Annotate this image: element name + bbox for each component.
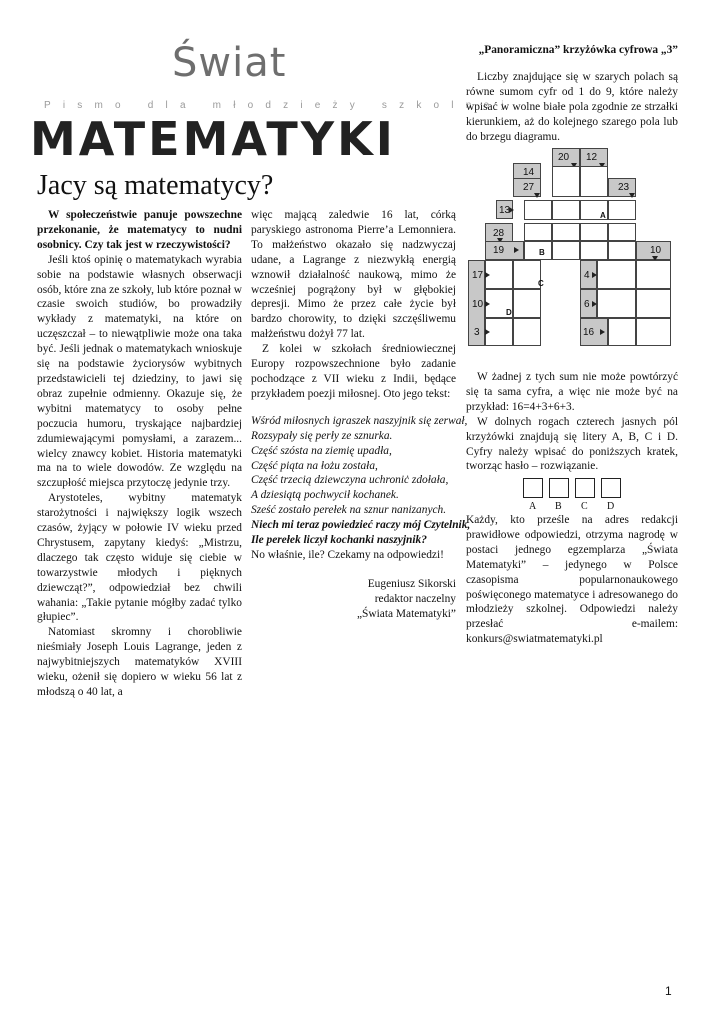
signature-name: Eugeniusz Sikorski [367,577,456,590]
grid-cell [580,260,597,289]
poem-line: Część szósta na ziemię upadła, [251,444,392,457]
poem-line: Sześć zostało perełek na sznur nanizanych. [251,504,447,517]
poem-question: Niech mi teraz powiedzieć raczy mój Czytelnik, [251,519,471,532]
article-column-2 [251,208,471,622]
poem-question: Ile perełek liczył kochanki naszyjnik? [251,534,427,547]
grid-cell [524,241,552,260]
grid-cell [474,318,513,346]
arrow-right-icon [485,272,490,278]
answer-box-d[interactable] [601,478,621,498]
arrow-right-icon [485,329,490,335]
grid-cell [636,289,671,318]
answer-box-c[interactable] [575,478,595,498]
crossword-grid [468,148,671,345]
clue-number: 13 [499,205,511,216]
grid-cell [608,318,636,346]
closing-line: No właśnie, ile? Czekamy na odpowiedzi! [251,548,444,561]
grid-cell [485,223,513,242]
grid-cell [636,260,671,289]
logo-swiat: Świat [172,40,287,86]
grid-cell [608,241,636,260]
article-paragraph: Jeśli ktoś opinię o matematykach wyrabia sobie na podstawie własnych obserwacji osób, które zna ze szkoły, lub które poznał w czasie swoich studiów, bo prowadziły wykłady z matematyki, na które on uczęszczał – to niewątpliwie może ona taka być. Jeśli jednak o matematykach wnioskuje się na podstawie życiorysów wybitnych przedstawicieli tej dziedziny, to jawi się obraz zupełnie odmienny. Okazuje się, że wybitni matematycy to osoby pełne poczucia humoru, tryskające najbardziej zdumiewającymi pomysłami, a zarazem... wielcy znawcy kobiet. Historia matematyki ma na to wiele dowodów. Ze względu na szczupłość miejsca przytoczę jedynie trzy. [37,253,242,490]
clue-number: 23 [618,182,630,193]
poem-line: Część piąta na łożu została, [251,459,378,472]
clue-number: 10 [472,299,484,310]
letter-b: B [539,248,545,257]
arrow-right-icon [509,207,514,213]
arrow-right-icon [600,329,605,335]
article-paragraph: Z kolei w szkołach średniowiecznej Europy rozpowszechnione było zadanie pochodzące z VII wieku z Indii, będące przykładem poezji miłosnej. Oto jego tekst: [251,343,456,400]
clue-number: 19 [493,245,505,256]
letter-a: A [600,211,606,220]
grid-cell [580,166,608,197]
article-paragraph: Natomiast skromny i chorobliwie nieśmiały Joseph Louis Lagrange, jeden z najwybitniejszych matematyków XVIII wieku, ożenił się dopiero w wieku 56 lat z młodszą o 40 lat, a [37,626,242,698]
grid-cell [472,260,513,289]
poem-line: Część trzecią dziewczyna uchroniċ zdołała, [251,474,449,487]
grid-cell [597,289,636,318]
article-title: Jacy są matematycy? [37,170,274,201]
grid-cell [513,260,544,289]
answer-label: A [529,501,537,512]
puzzle-rule: W żadnej z tych sum nie może powtórzyć się ta sama cyfra, a więc nie może być na przykład: 16=4+3+6+3. [466,371,678,413]
grid-cell [485,241,524,260]
grid-cell [513,178,541,197]
answer-box-b[interactable] [549,478,569,498]
puzzle-intro-text: Liczby znajdujące się w szarych polach są równe sumom cyfr od 1 do 9, które należy wpisać w wolne białe pola zgodnie ze strzałki kierunkiem, aż do kolejnego szarego pola lub do brzegu diagramu. [466,71,678,143]
grid-cell [513,289,541,318]
answer-label: B [555,501,562,512]
grid-cell [636,241,671,260]
grid-cell [608,178,636,197]
letter-d: D [506,308,512,317]
puzzle-rules [466,370,678,474]
grid-cell [597,260,636,289]
puzzle-title: „Panoramiczna” krzyżówka cyfrowa „3” [478,44,678,56]
logo-matematyki: MATEMATYKI [30,112,396,166]
prize-text: Każdy, kto prześle na adres redakcji prawidłowe odpowiedzi, otrzyma nagrodę w postaci jednego egzemplarza „Świata Matematyki” – jedynego w Polsce czasopisma popularnonaukowego poświęconego matematyce i adresowanego do młodzieży szkolnej. Odpowiedzi należy przesłać e-mailem: konkurs@swiatmatematyki.pl [466,514,678,646]
answer-label: D [607,501,615,512]
grid-cell [472,289,513,318]
prize-info [466,513,678,647]
grid-cell [552,223,580,241]
clue-number: 6 [584,299,590,310]
clue-number: 14 [523,167,535,178]
clue-number: 20 [558,152,570,163]
grid-cell [552,148,580,167]
article-lead: W społeczeństwie panuje powszechne przekonanie, że matematycy to nudni osobnicy. Czy tak jest w rzeczywistości? [37,209,242,251]
arrow-down-icon [534,193,540,198]
answer-label: C [581,501,588,512]
article-paragraph: Arystoteles, wybitny matematyk starożytności i największy logik wszech czasów, żyjący w połowie IV wieku przed Chrystusem, zapytany kiedyś: „Mistrzu, dlaczego tak często widuje się ciebie w towarzystwie młodych i pięknych dziewcząt?”, odpowiedział bez chwili wahania: „Takie pytanie mógłby zadać tylko głupiec”. [37,492,242,624]
clue-number: 10 [650,245,662,256]
clue-number: 4 [584,270,590,281]
page-number: 1 [665,984,672,998]
clue-number: 16 [583,327,595,338]
grid-cell [608,223,636,241]
grid-cell [552,200,580,220]
clue-number: 3 [474,327,480,338]
poem-line: Wśród miłosnych igraszek naszyjnik się zerwał, [251,414,468,427]
answer-box-a[interactable] [523,478,543,498]
poem-line: Rozsypały się perły ze sznurka. [251,429,393,442]
grid-cell [496,200,513,219]
grid-cell [580,318,608,346]
grid-cell [580,148,608,167]
article-column-1 [37,208,242,700]
letter-c: C [538,279,544,288]
clue-number: 27 [523,182,535,193]
grid-cell [580,241,608,260]
clue-number: 28 [493,228,505,239]
puzzle-intro [466,70,678,145]
grid-cell [513,318,541,346]
grid-cell [552,241,580,260]
grid-cell [552,166,580,197]
grid-cell [608,200,636,220]
grid-cell [524,200,552,220]
grid-cell [580,200,608,220]
arrow-right-icon [514,247,519,253]
clue-number: 12 [586,152,598,163]
poem-line: A dziesiątą pochwycił kochanek. [251,489,399,502]
poem [251,414,471,548]
grid-cell [636,318,671,346]
tagline: Pismo dla młodzieży szkolnej [44,100,516,111]
grid-cell [580,223,608,241]
signature-publication: „Świata Matematyki” [356,607,456,620]
clue-number: 17 [472,270,484,281]
grid-cell [524,223,552,241]
arrow-right-icon [485,301,490,307]
signature-role: redaktor naczelny [374,592,456,605]
arrow-down-icon [629,193,635,198]
puzzle-rule: W dolnych rogach czterech jasnych pól krzyżówki znajdują się litery A, B, C i D. Cyfry należy wpisać do poniższych kratek, tworząc hasło – rozwiązanie. [466,415,678,473]
signature [251,577,456,622]
grid-cell [580,289,597,318]
article-paragraph: więc mającą zaledwie 16 lat, córką paryskiego astronoma Pierre’a Lemonniera. To małżeństwo okazało się nadzwyczaj udane, a Lagrange z niezwykłą energią wznowił działalność naukową, mimo że wcześniej pogrążony był w głębokiej depresji. Mimo że przez całe życie był bardzo chorowity, to dzięki szczęśliwemu małżeństwu dożył 77 lat. [251,209,456,341]
